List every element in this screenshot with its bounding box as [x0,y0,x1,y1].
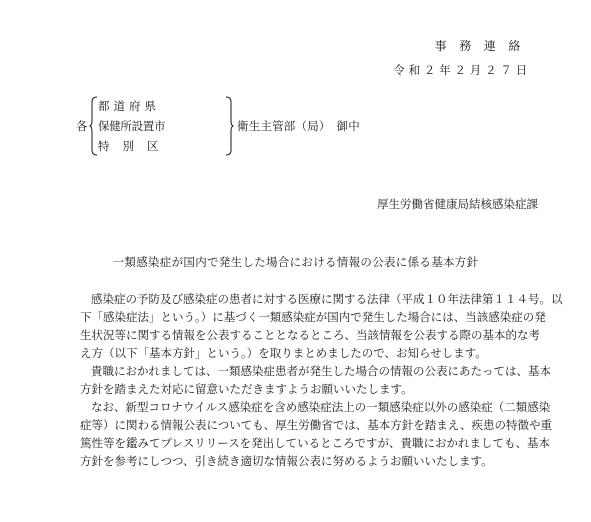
body-line: 感染症の予防及び感染症の患者に対する医療に関する法律（平成１０年法律第１１４号。以 [91,292,563,306]
addressee-line-city: 保健所設置市 [98,119,166,133]
body-line: 生状況等に関する情報を公表することとなるところ、当該情報を公表する際の基本的な考 [80,328,540,342]
right-brace-icon [225,96,234,156]
body-line: 貴職におかれましては、一類感染症患者が発生した場合の情報の公表にあたっては、基本 [91,364,551,378]
addressee-line-ward: 特別区 [98,139,172,153]
document-body [80,290,563,470]
body-line: なお、新型コロナウイルス感染症を含め感染症法上の一類感染症以外の感染症（二類感染 [91,400,551,414]
body-line: 方針を参考にしつつ、引き続き適切な情報公表に努めるようお願いいたします。 [80,454,493,468]
body-line: 症等）に関わる情報公表についても、厚生労働省では、基本方針を踏まえ、疾患の特徴や重 [80,418,552,432]
addressee-prefix: 各 [76,119,88,133]
addressee-line-prefecture: 都道府県 [98,99,160,113]
body-line: え方（以下「基本方針」という。）を取りまとめましたので、お知らせします。 [80,346,487,360]
left-brace-icon [89,96,98,156]
document-title: 一類感染症が国内で発生した場合における情報の公表に係る基本方針 [112,255,479,269]
body-line: 篤性等を鑑みてプレスリリースを発出しているところですが、貴職におかれましても、基本 [80,436,550,450]
sender: 厚生労働省健康局結核感染症課 [377,197,538,211]
body-line: 方針を踏まえた対応に留意いただきますようお願いいたします。 [80,382,413,396]
doc-type-label: 事務連絡 [434,39,533,53]
body-line: 下「感染症法」という。）に基づく一類感染症が国内で発生した場合には、当該感染症の発 [80,310,546,324]
doc-date: 令和２年２月２７日 [393,63,531,77]
addressee-block [76,96,360,156]
addressee-suffix: 衛生主管部（局） 御中 [237,119,360,133]
